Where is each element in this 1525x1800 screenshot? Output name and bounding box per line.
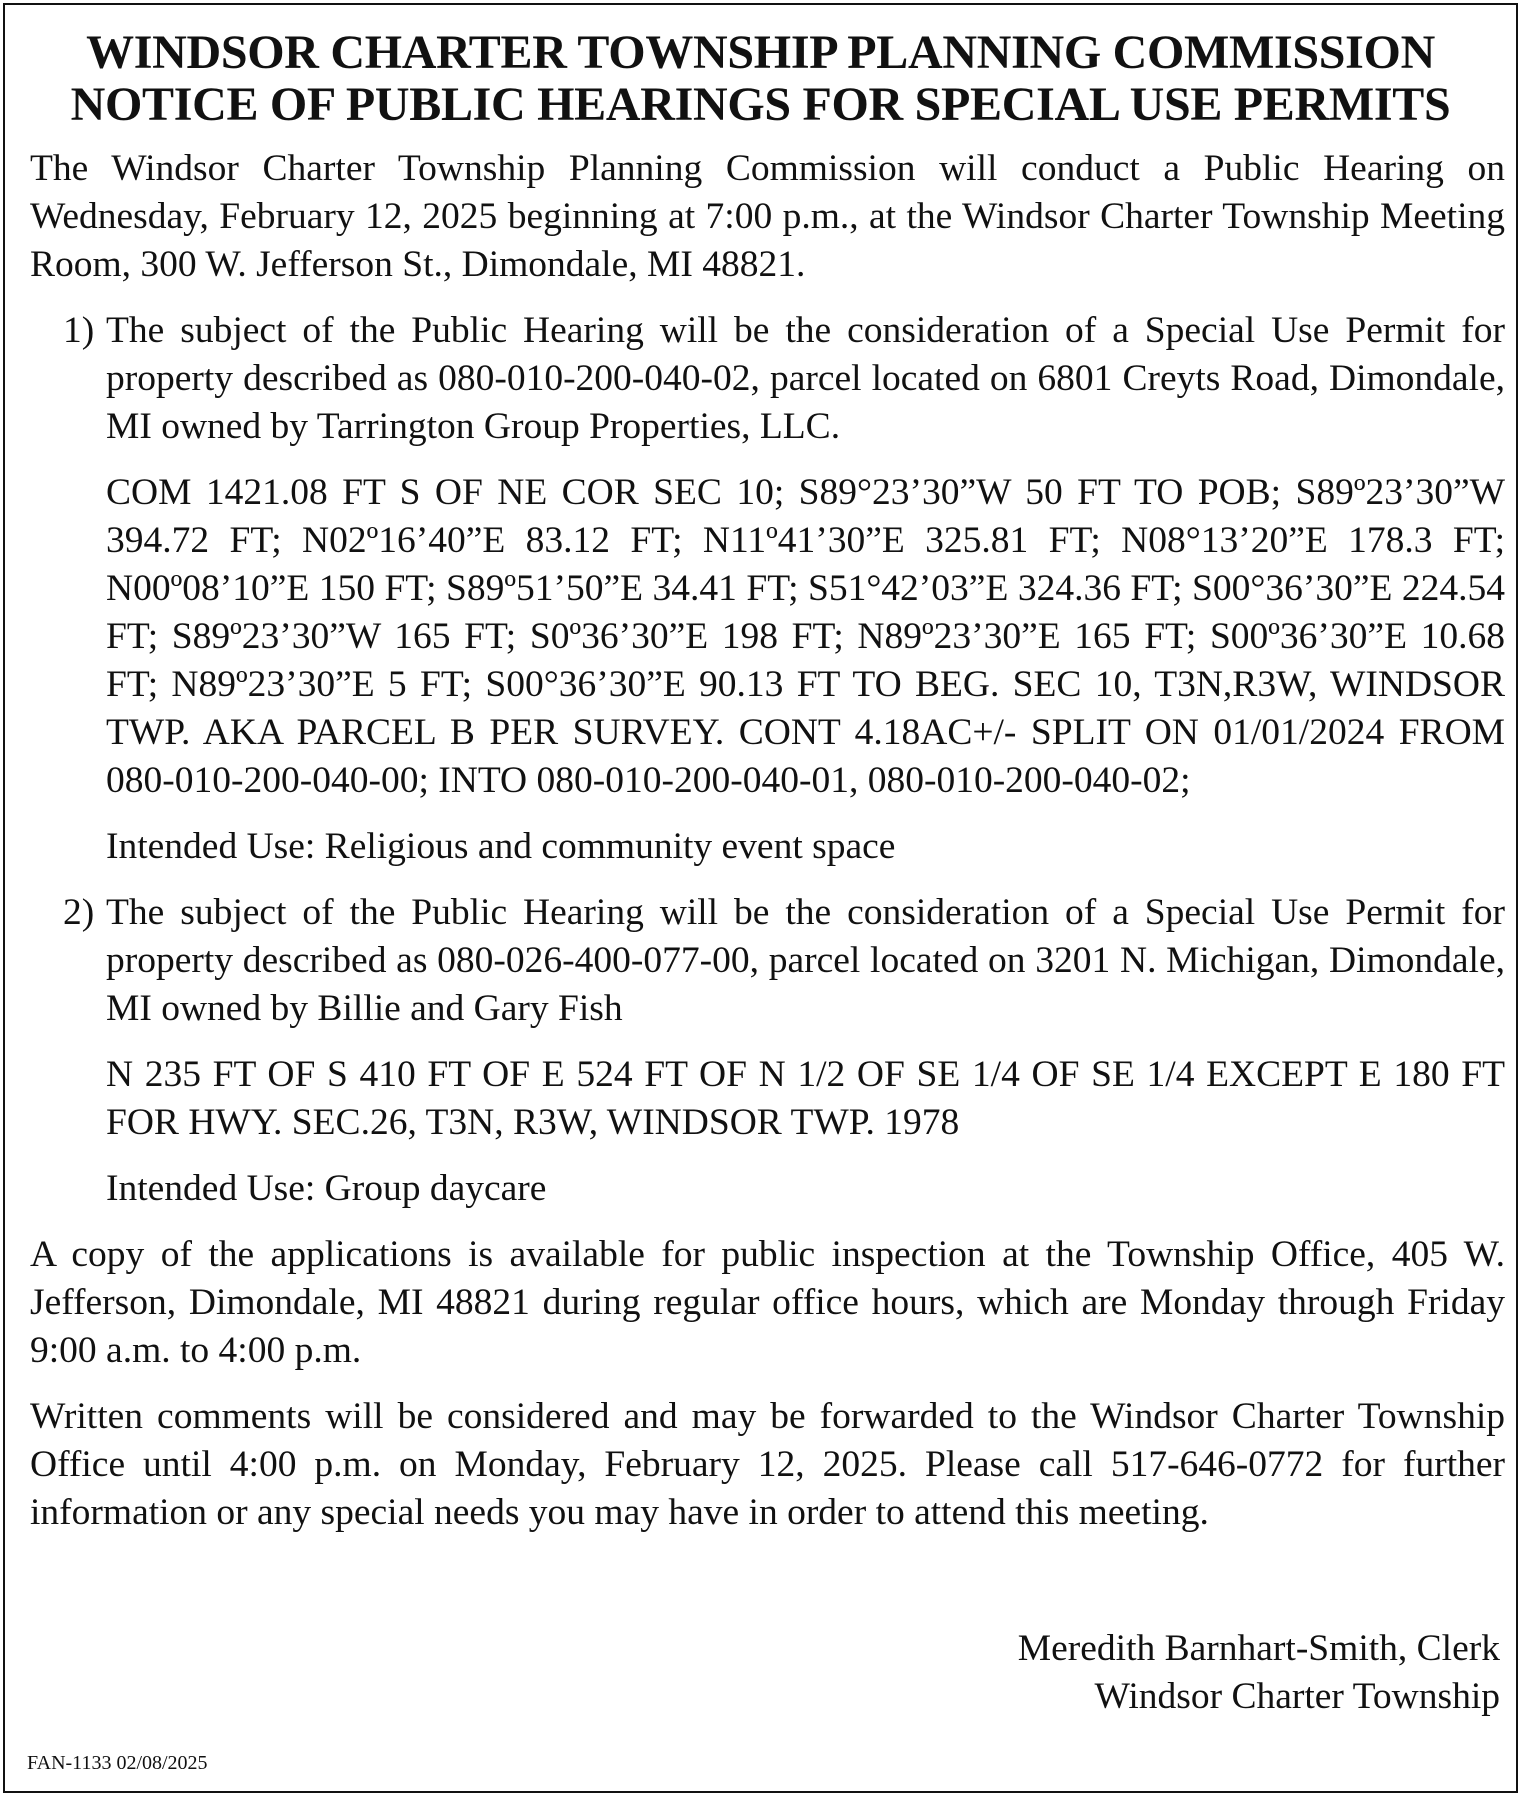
signer-organization: Windsor Charter Township [1094, 1676, 1500, 1717]
notice-body [30, 145, 1505, 1555]
comments-paragraph: Written comments will be considered and may be forwarded to the Windsor Charter Township Office until 4:00 p.m. on Monday, February 12, 2025. Please call 517-646-0772 for further information or any special needs you may have in order to attend this meeting. [30, 1396, 1505, 1533]
hearing-item-1 [30, 307, 1505, 451]
intended-use: Intended Use: Religious and community event space [106, 826, 896, 867]
item-number: 2) [63, 892, 95, 933]
item-subject: The subject of the Public Hearing will be the consideration of a Special Use Permit for property described as 080-026-400-077-00, parcel located on 3201 N. Michigan, Dimondale, MI owned by Billie and Gary Fish [106, 892, 1505, 1029]
intended-use: Intended Use: Group daycare [106, 1168, 547, 1209]
inspection-paragraph: A copy of the applications is available for public inspection at the Township Office, 405 W. Jefferson, Dimondale, MI 48821 during regular office hours, which are Monday through Friday 9:00 a.m. to 4:00 p.m. [30, 1234, 1505, 1371]
notice-title: WINDSOR CHARTER TOWNSHIP PLANNING COMMISSION [86, 26, 1435, 79]
publication-code: FAN-1133 02/08/2025 [27, 1752, 208, 1774]
legal-description: N 235 FT OF S 410 FT OF E 524 FT OF N 1/2 OF SE 1/4 OF SE 1/4 EXCEPT E 180 FT FOR HWY. SEC.26, T3N, R3W, WINDSOR TWP. 1978 [106, 1054, 1505, 1143]
public-notice [3, 3, 1518, 1793]
legal-description: COM 1421.08 FT S OF NE COR SEC 10; S89°23’30”W 50 FT TO POB; S89º23’30”W 394.72 FT; N02º16’40”E 83.12 FT; N11º41’30”E 325.81 FT; N08°13’20”E 178.3 FT; N00º08’10”E 150 FT; S89º51’50”E 34.41 FT; S51°42’03”E 324.36 FT; S00°36’30”E 224.54 FT; S89º23’30”W 165 FT; S0º36’30”E 198 FT; N89º23’30”E 165 FT; S00º36’30”E 10.68 FT; N89º23’30”E 5 FT; S00°36’30”E 90.13 FT TO BEG. SEC 10, T3N,R3W, WINDSOR TWP. AKA PARCEL B PER SURVEY. CONT 4.18AC+/- SPLIT ON 01/01/2024 FROM 080-010-200-040-00; INTO 080-010-200-040-01, 080-010-200-040-02; [106, 472, 1505, 801]
intro-paragraph: The Windsor Charter Township Planning Commission will conduct a Public Hearing on Wednesday, February 12, 2025 beginning at 7:00 p.m., at the Windsor Charter Township Meeting Room, 300 W. Jefferson St., Dimondale, MI 48821. [30, 148, 1505, 285]
signature-block [1018, 1625, 1500, 1721]
hearing-item-2 [30, 889, 1505, 1033]
item-number: 1) [63, 310, 95, 351]
signer-name: Meredith Barnhart-Smith, Clerk [1017, 1628, 1500, 1669]
notice-subtitle: NOTICE OF PUBLIC HEARINGS FOR SPECIAL USE PERMITS [70, 78, 1451, 131]
notice-header [5, 27, 1516, 131]
item-subject: The subject of the Public Hearing will be the consideration of a Special Use Permit for property described as 080-010-200-040-02, parcel located on 6801 Creyts Road, Dimondale, MI owned by Tarrington Group Properties, LLC. [106, 310, 1505, 447]
